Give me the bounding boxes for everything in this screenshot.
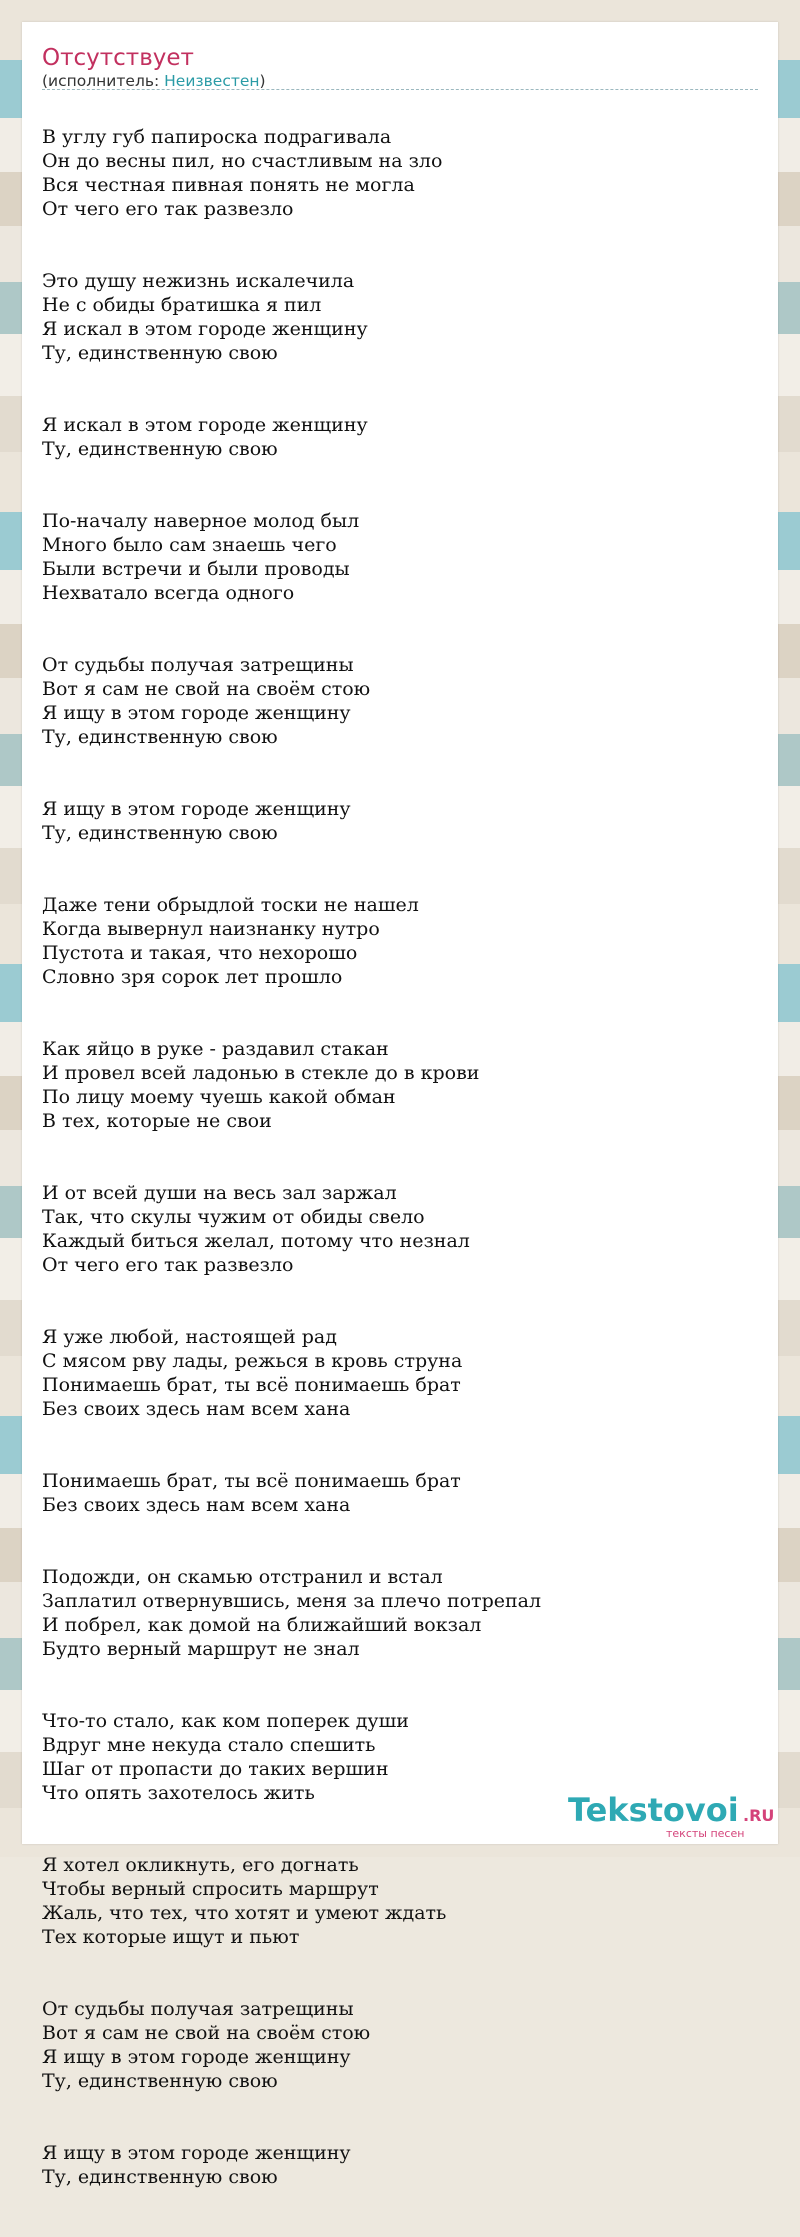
lyrics-stanza: Я хотел окликнуть, его догнать Чтобы верный спросить маршрут Жаль, что тех, что хотят и умеют ждать Тех которые ищут и пьют: [42, 1854, 447, 1948]
title-divider: [42, 89, 758, 90]
lyrics-stanza: Подожди, он скамью отстранил и встал Заплатил отвернувшись, меня за плечо потрепал И побрел, как домой на ближайший вокзал Будто верный маршрут не знал: [42, 1566, 542, 1660]
lyrics-stanza: И от всей души на весь зал заржал Так, что скулы чужим от обиды свело Каждый биться желал, потому что незнал От чего его так развезло: [42, 1182, 470, 1276]
lyrics-stanza: Я ищу в этом городе женщину Ту, единственную свою: [42, 798, 351, 844]
lyrics-stanza: Даже тени обрыдлой тоски не нашел Когда вывернул наизнанку нутро Пустота и такая, что нехорошо Словно зря сорок лет прошло: [42, 894, 419, 988]
lyrics-stanza: В углу губ папироска подрагивала Он до весны пил, но счастливым на зло Вся честная пивная понять не могла От чего его так развезло: [42, 126, 443, 220]
performer-link[interactable]: Неизвестен: [164, 72, 260, 90]
lyrics-stanza: Как яйцо в руке - раздавил стакан И провел всей ладонью в стекле до в крови По лицу моему чуешь какой обман В тех, которые не свои: [42, 1038, 480, 1132]
performer-line: [42, 71, 266, 91]
logo-wordmark: Tekstovoi: [568, 1791, 739, 1829]
lyrics-stanza: От судьбы получая затрещины Вот я сам не свой на своём стою Я ищу в этом городе женщину Ту, единственную свою: [42, 1998, 371, 2092]
lyrics-stanza: Понимаешь брат, ты всё понимаешь брат Без своих здесь нам всем хана: [42, 1470, 461, 1516]
lyrics-stanza: Что-то стало, как ком поперек души Вдруг мне некуда стало спешить Шаг от пропасти до таких вершин Что опять захотелось жить: [42, 1710, 409, 1804]
lyrics-stanza: От судьбы получая затрещины Вот я сам не свой на своём стою Я ищу в этом городе женщину Ту, единственную свою: [42, 654, 371, 748]
song-title: Отсутствует: [42, 45, 194, 71]
site-logo[interactable]: [568, 1791, 775, 1842]
logo-tagline: тексты песен: [666, 1827, 745, 1840]
performer-prefix: (исполнитель:: [42, 72, 165, 90]
lyrics-stanza: Я искал в этом городе женщину Ту, единственную свою: [42, 414, 368, 460]
lyrics-text: [42, 101, 758, 2237]
lyrics-card: [22, 22, 778, 2188]
lyrics-stanza: Я уже любой, настоящей рад С мясом рву лады, режься в кровь струна Понимаешь брат, ты всё понимаешь брат Без своих здесь нам всем хана: [42, 1326, 463, 1420]
performer-suffix: ): [259, 72, 266, 90]
logo-tld: .RU: [743, 1806, 775, 1825]
lyrics-stanza: По-началу наверное молод был Много было сам знаешь чего Были встречи и были проводы Нехватало всегда одного: [42, 510, 360, 604]
lyrics-stanza: Я ищу в этом городе женщину Ту, единственную свою: [42, 2142, 351, 2188]
lyrics-stanza: Это душу нежизнь искалечила Не с обиды братишка я пил Я искал в этом городе женщину Ту, единственную свою: [42, 270, 368, 364]
